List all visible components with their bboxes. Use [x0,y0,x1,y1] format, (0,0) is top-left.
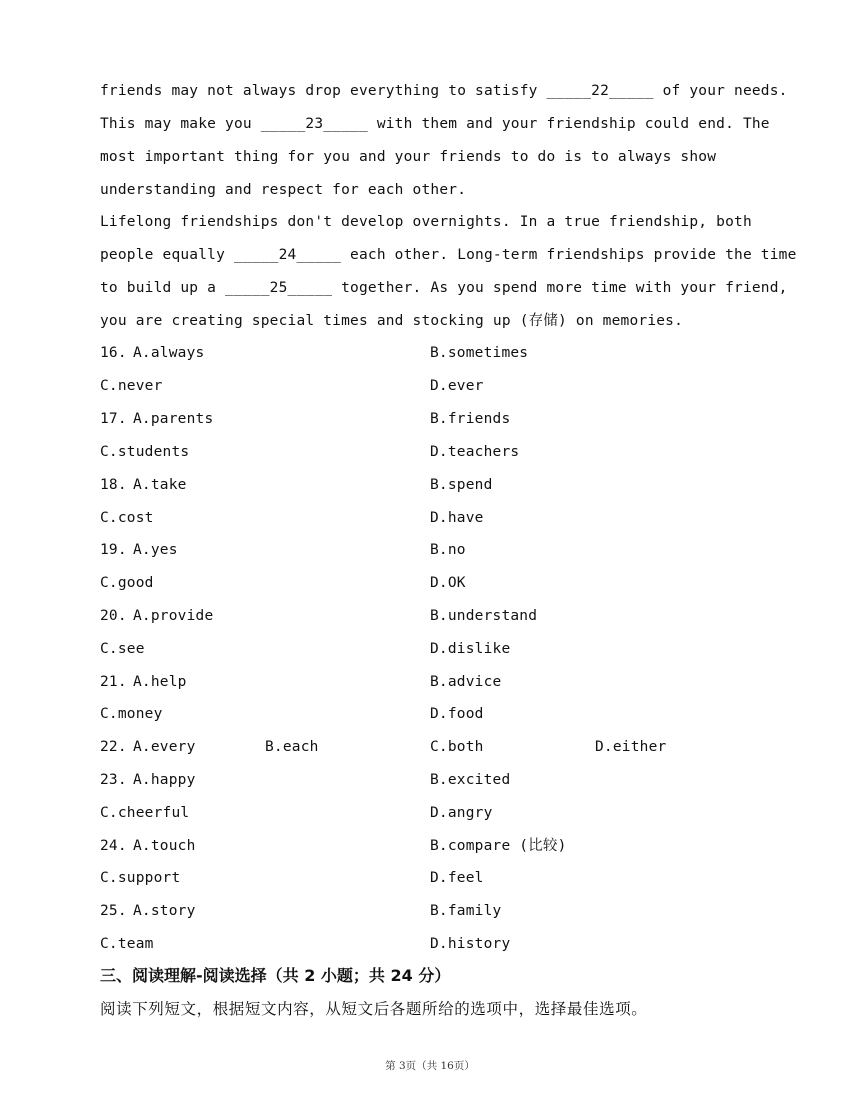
option-a[interactable]: A.every [133,739,196,755]
passage-line: friends may not always drop everything to satisfy _____22_____ of your needs. [100,83,788,99]
passage-line: Lifelong friendships don't develop overnights. In a true friendship, both [100,214,752,230]
question-number: 17. [100,411,127,427]
option-a[interactable]: A.always [133,345,205,361]
option-b[interactable]: B.advice [430,674,502,690]
option-c[interactable]: C.money [100,706,163,722]
option-d[interactable]: D.angry [430,805,493,821]
question-number: 16. [100,345,127,361]
question-number: 19. [100,542,127,558]
option-a[interactable]: A.help [133,674,187,690]
option-d[interactable]: D.teachers [430,444,520,460]
question-number: 18. [100,477,127,493]
option-b[interactable]: B.compare (比较) [430,838,567,854]
question-number: 24. [100,838,127,854]
question-number: 25. [100,903,127,919]
page-footer: 第 3页（共 16页） [385,1060,475,1072]
option-d[interactable]: D.ever [430,378,484,394]
passage-line: to build up a _____25_____ together. As you spend more time with your friend, [100,280,788,296]
question-number: 21. [100,674,127,690]
section-instruction: 阅读下列短文，根据短文内容，从短文后各题所给的选项中，选择最佳选项。 [100,1000,648,1018]
option-b[interactable]: B.understand [430,608,538,624]
option-d[interactable]: D.dislike [430,641,511,657]
option-a[interactable]: A.yes [133,542,178,558]
passage-line: people equally _____24_____ each other. Long-term friendships provide the time [100,247,797,263]
option-c[interactable]: C.good [100,575,154,591]
option-b[interactable]: B.spend [430,477,493,493]
option-c[interactable]: C.team [100,936,154,952]
question-number: 23. [100,772,127,788]
passage-line: most important thing for you and your friends to do is to always show [100,149,717,165]
option-d[interactable]: D.OK [430,575,466,591]
option-d[interactable]: D.have [430,510,484,526]
option-b[interactable]: B.sometimes [430,345,529,361]
option-c[interactable]: C.both [430,739,484,755]
option-b[interactable]: B.each [265,739,319,755]
option-a[interactable]: A.happy [133,772,196,788]
option-b[interactable]: B.family [430,903,502,919]
option-c[interactable]: C.cheerful [100,805,190,821]
option-c[interactable]: C.cost [100,510,154,526]
option-d[interactable]: D.food [430,706,484,722]
section-heading: 三、阅读理解-阅读选择（共 2 小题；共 24 分） [100,966,451,985]
option-a[interactable]: A.story [133,903,196,919]
passage-line: understanding and respect for each other. [100,182,467,198]
option-c[interactable]: C.see [100,641,145,657]
option-a[interactable]: A.provide [133,608,214,624]
option-d[interactable]: D.history [430,936,511,952]
option-d[interactable]: D.feel [430,870,484,886]
option-a[interactable]: A.touch [133,838,196,854]
option-c[interactable]: C.support [100,870,181,886]
question-number: 22. [100,739,127,755]
option-c[interactable]: C.students [100,444,190,460]
question-number: 20. [100,608,127,624]
option-b[interactable]: B.friends [430,411,511,427]
option-d[interactable]: D.either [595,739,667,755]
option-a[interactable]: A.take [133,477,187,493]
passage-line: This may make you _____23_____ with them and your friendship could end. The [100,116,770,132]
option-c[interactable]: C.never [100,378,163,394]
option-b[interactable]: B.excited [430,772,511,788]
passage-line: you are creating special times and stocking up (存储) on memories. [100,313,684,329]
option-b[interactable]: B.no [430,542,466,558]
option-a[interactable]: A.parents [133,411,214,427]
